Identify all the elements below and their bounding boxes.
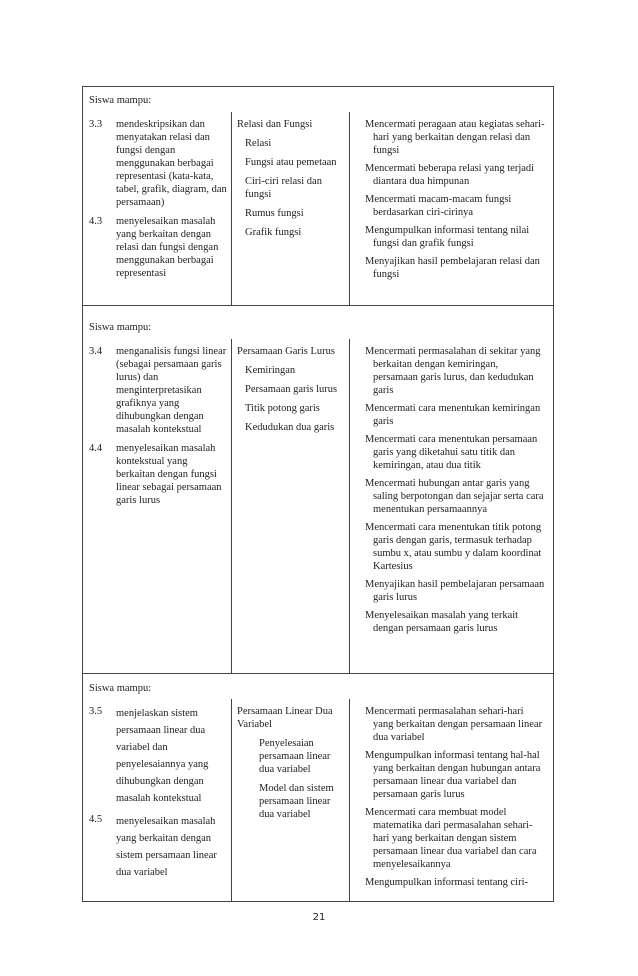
materi-item: Grafik fungsi [245,227,302,238]
siswa-label: Siswa mampu: [89,322,152,333]
col-divider [231,699,232,901]
kd-item: 4.4 menyelesaikan masalah kontekstual yang berkaitan dengan fungsi linear sebagai persamaan garis lurus [89,443,222,506]
kegiatan-item: Mencermati cara membuat model matematika dari permasalahan sehari-hari yang berkaitan dengan sistem persamaan linear dua variabel dan cara menyelesaikannya [365,807,537,870]
materi-item: Kedudukan dua garis [245,422,335,433]
kegiatan-cell [365,705,545,894]
col-divider [231,339,232,673]
col-divider [349,112,350,305]
kegiatan-item: Mencermati peragaan atau kegiatas sehari-hari yang berkaitan dengan relasi dan fungsi [365,119,545,156]
materi-cell [237,705,347,827]
kegiatan-item: Mencermati macam-macam fungsi berdasarkan ciri-cirinya [365,194,512,218]
materi-item: Model dan sistem persamaan linear dua variabel [259,783,334,820]
kegiatan-item: Mencermati permasalahan di sekitar yang berkaitan dengan kemiringan, persamaan garis lurus, dan kedudukan garis [365,346,541,396]
kegiatan-item: Menyelesaikan masalah yang terkait dengan persamaan garis lurus [365,610,519,634]
kegiatan-cell [365,345,545,640]
page-number: 21 [312,912,326,923]
kegiatan-item: Mencermati beberapa relasi yang terjadi diantara dua himpunan [365,163,535,187]
materi-item: Kemiringan [245,365,296,376]
kegiatan-item: Mengumpulkan informasi tentang hal-hal yang berkaitan dengan hubungan antara persamaan linear dua variabel dan persamaan garis lurus [365,750,541,800]
kd-item: 3.4 menganalisis fungsi linear (sebagai persamaan garis lurus) dan menginterpretasikan grafiknya yang dihubungkan dengan masalah kontekstual [89,346,227,435]
materi-item: Relasi [245,138,272,149]
kegiatan-item: Mencermati hubungan antar garis yang saling berpotongan dan sejajar serta cara menentukan persamaannya [365,478,544,515]
kd-item: 3.3 mendeskripsikan dan menyatakan relasi dan fungsi dengan menggunakan berbagai representasi (kata-kata, tabel, grafik, diagram, dan persamaan) [89,119,227,208]
row-divider [83,673,553,674]
kegiatan-item: Menyajikan hasil pembelajaran persamaan garis lurus [365,579,545,603]
materi-item: Persamaan garis lurus [245,384,338,395]
kd-item: 4.3 menyelesaikan masalah yang berkaitan dengan relasi dan fungsi dengan menggunakan berbagai representasi [89,216,219,279]
materi-item: Ciri-ciri relasi dan fungsi [245,176,322,200]
materi-cell [237,118,347,245]
kegiatan-item: Mengumpulkan informasi tentang ciri- [365,877,529,888]
materi-item: Rumus fungsi [245,208,304,219]
siswa-label: Siswa mampu: [89,95,152,106]
kegiatan-item: Mengumpulkan informasi tentang nilai fungsi dan grafik fungsi [365,225,530,249]
materi-item: Penyelesaian persamaan linear dua variabel [259,738,331,775]
kegiatan-cell [365,118,545,286]
kegiatan-item: Mencermati permasalahan sehari-hari yang berkaitan dengan persamaan linear dua variabel [365,706,543,743]
curriculum-table [82,86,554,902]
kegiatan-item: Mencermati cara menentukan persamaan garis yang diketahui satu titik dan kemiringan, atau dua titik [365,434,538,471]
materi-title: Persamaan Linear Dua Variabel [237,706,333,730]
col-divider [231,112,232,305]
kd-cell [89,705,227,887]
col-divider [349,699,350,901]
col-divider [349,339,350,673]
materi-item: Fungsi atau pemetaan [245,157,337,168]
materi-title: Relasi dan Fungsi [237,119,313,130]
kegiatan-item: Menyajikan hasil pembelajaran relasi dan fungsi [365,256,540,280]
kegiatan-item: Mencermati cara menentukan titik potong garis dengan garis, termasuk terhadap sumbu x, atau sumbu y dalam koordinat Kartesius [365,522,542,572]
materi-item: Titik potong garis [245,403,320,414]
materi-cell [237,345,347,440]
row-divider [83,305,553,306]
siswa-label: Siswa mampu: [89,683,152,694]
kd-cell [89,345,227,513]
kd-cell [89,118,227,286]
materi-title: Persamaan Garis Lurus [237,346,335,357]
kd-item: 4.5 menyelesaikan masalah yang berkaitan dengan sistem persamaan linear dua variabel [89,814,217,878]
kd-item: 3.5 menjelaskan sistem persamaan linear dua variabel dan penyelesaiannya yang dihubungkan dengan masalah kontekstual [89,706,209,804]
kegiatan-item: Mencermati cara menentukan kemiringan garis [365,403,541,427]
